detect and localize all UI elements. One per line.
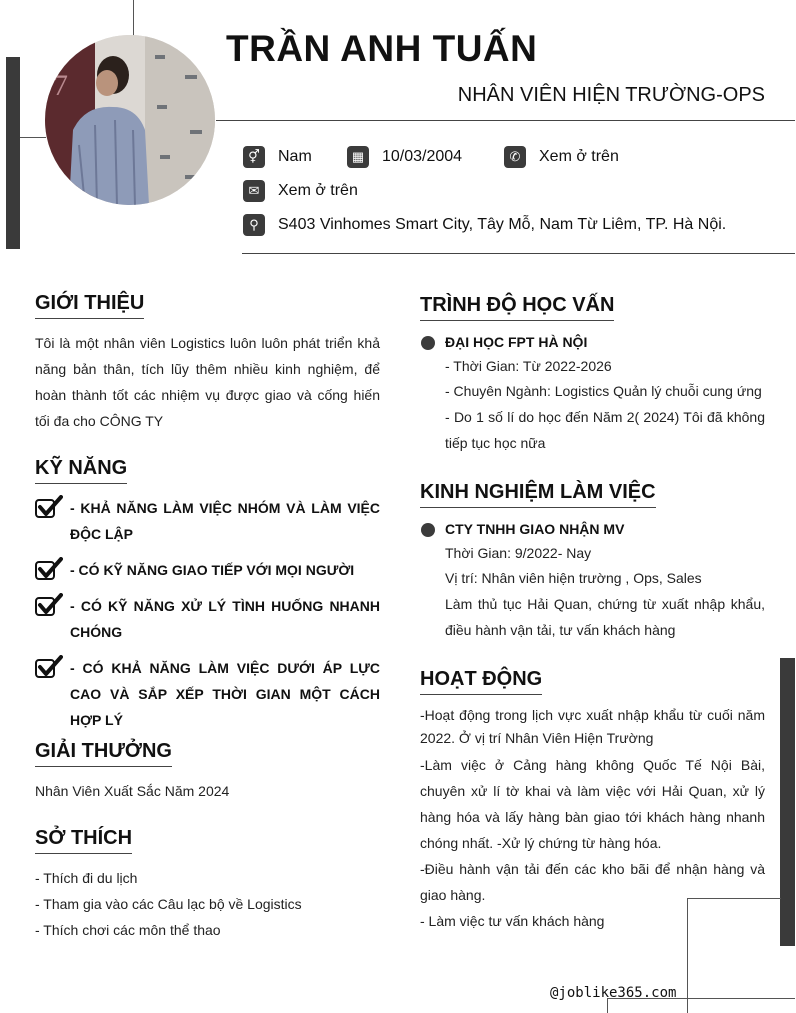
skill-item	[35, 557, 380, 583]
skill-item	[35, 593, 380, 645]
left-accent-bar	[6, 57, 20, 249]
education-bullet	[421, 336, 435, 350]
address-value: S403 Vinhomes Smart City, Tây Mỗ, Nam Từ Liêm, TP. Hà Nội.	[278, 216, 727, 233]
right-accent-bar	[780, 658, 795, 946]
phone-row	[504, 146, 619, 168]
experience-position: Vị trí: Nhân viên hiện trường , Ops, Sales	[445, 570, 702, 586]
gender-value: Nam	[278, 148, 312, 165]
company-name: CTY TNHH GIAO NHẬN MV	[445, 521, 625, 537]
calendar-icon: ▦	[347, 146, 369, 168]
activity-item: - Làm việc tư vấn khách hàng	[420, 913, 605, 929]
skills-title: KỸ NĂNG	[35, 457, 127, 484]
experience-time: Thời Gian: 9/2022- Nay	[445, 545, 592, 561]
avatar	[45, 35, 215, 205]
checkbox-check-icon	[35, 557, 63, 581]
award-text: Nhân Viên Xuất Sắc Năm 2024	[35, 783, 230, 799]
experience-bullet	[421, 523, 435, 537]
contact-divider	[242, 253, 795, 254]
svg-text:7: 7	[53, 69, 68, 102]
skill-text: - CÓ KỸ NĂNG GIAO TIẾP VỚI MỌI NGƯỜI	[70, 562, 355, 578]
gender-icon: ⚥	[243, 146, 265, 168]
top-connector-line	[133, 0, 134, 36]
education-major: - Chuyên Ngành: Logistics Quản lý chuỗi cung ứng	[445, 383, 762, 399]
skill-text: - KHẢ NĂNG LÀM VIỆC NHÓM VÀ LÀM VIỆC ĐỘC LẬP	[70, 500, 380, 542]
experience-description: Làm thủ tục Hải Quan, chứng từ xuất nhập khẩu, điều hành vận tải, tư vấn khách hàng	[445, 596, 765, 638]
checkbox-check-icon	[35, 655, 63, 679]
phone-icon: ✆	[504, 146, 526, 168]
skill-item	[35, 655, 380, 733]
skill-text: - CÓ KỸ NĂNG XỬ LÝ TÌNH HUỐNG NHANH CHÓNG	[70, 598, 380, 640]
hobby-item: - Thích đi du lịch	[35, 870, 138, 886]
activities-title: HOẠT ĐỘNG	[420, 668, 542, 695]
education-note: - Do 1 số lí do học đến Năm 2( 2024) Tôi đã không tiếp tục học nữa	[445, 409, 765, 451]
header-divider	[216, 120, 795, 121]
left-connector-line	[20, 137, 46, 138]
phone-value: Xem ở trên	[539, 148, 619, 165]
experience-title: KINH NGHIỆM LÀM VIỆC	[420, 481, 656, 508]
location-pin-icon: ⚲	[243, 214, 265, 236]
checkbox-check-icon	[35, 593, 63, 617]
hobby-item: - Thích chơi các môn thể thao	[35, 922, 221, 938]
birthday-row	[347, 146, 462, 168]
hobbies-title: SỞ THÍCH	[35, 827, 132, 854]
awards-title: GIẢI THƯỞNG	[35, 740, 172, 767]
envelope-icon: ✉	[243, 180, 265, 202]
job-title: NHÂN VIÊN HIỆN TRƯỜNG-OPS	[457, 84, 765, 106]
hobby-item: - Tham gia vào các Câu lạc bộ về Logistics	[35, 896, 302, 912]
intro-text: Tôi là một nhân viên Logistics luôn luôn phát triển khả năng bản thân, tích lũy thêm nhiều kinh nghiệm, để hoàn thành tốt các nhiệm vụ được giao và cống hiến tối đa cho CÔNG TY	[35, 335, 380, 429]
address-row	[243, 214, 726, 236]
bottom-right-frame	[687, 898, 781, 1013]
birthday-value: 10/03/2004	[382, 148, 463, 165]
activity-item: -Hoạt động trong lịch vực xuất nhập khẩu từ cuối năm 2022. Ở vị trí Nhân Viên Hiện Trường	[420, 707, 765, 746]
education-time: - Thời Gian: Từ 2022-2026	[445, 358, 612, 374]
activity-item: -Làm việc ở Cảng hàng không Quốc Tế Nội Bài, chuyên xử lí tờ khai và làm việc với Hải Quan, xử lý hàng hóa và lấy hàng bàn giao tới khách hàng nhanh chóng nhất. -Xử lý chứng từ hàng hóa.	[420, 757, 765, 851]
skill-item	[35, 495, 380, 547]
intro-title: GIỚI THIỆU	[35, 292, 144, 319]
education-title: TRÌNH ĐỘ HỌC VẤN	[420, 294, 614, 321]
email-row	[243, 180, 358, 202]
school-name: ĐẠI HỌC FPT HÀ NỘI	[445, 334, 588, 350]
watermark: @joblike365.com	[550, 985, 677, 1001]
activity-item: -Điều hành vận tải đến các kho bãi để nhận hàng và giao hàng.	[420, 861, 765, 903]
email-value: Xem ở trên	[278, 182, 358, 199]
candidate-name: TRẦN ANH TUẤN	[226, 28, 538, 69]
skill-text: - CÓ KHẢ NĂNG LÀM VIỆC DƯỚI ÁP LỰC CAO VÀ SẮP XẾP THỜI GIAN MỘT CÁCH HỢP LÝ	[70, 660, 380, 728]
gender-row	[243, 146, 312, 168]
checkbox-check-icon	[35, 495, 63, 519]
